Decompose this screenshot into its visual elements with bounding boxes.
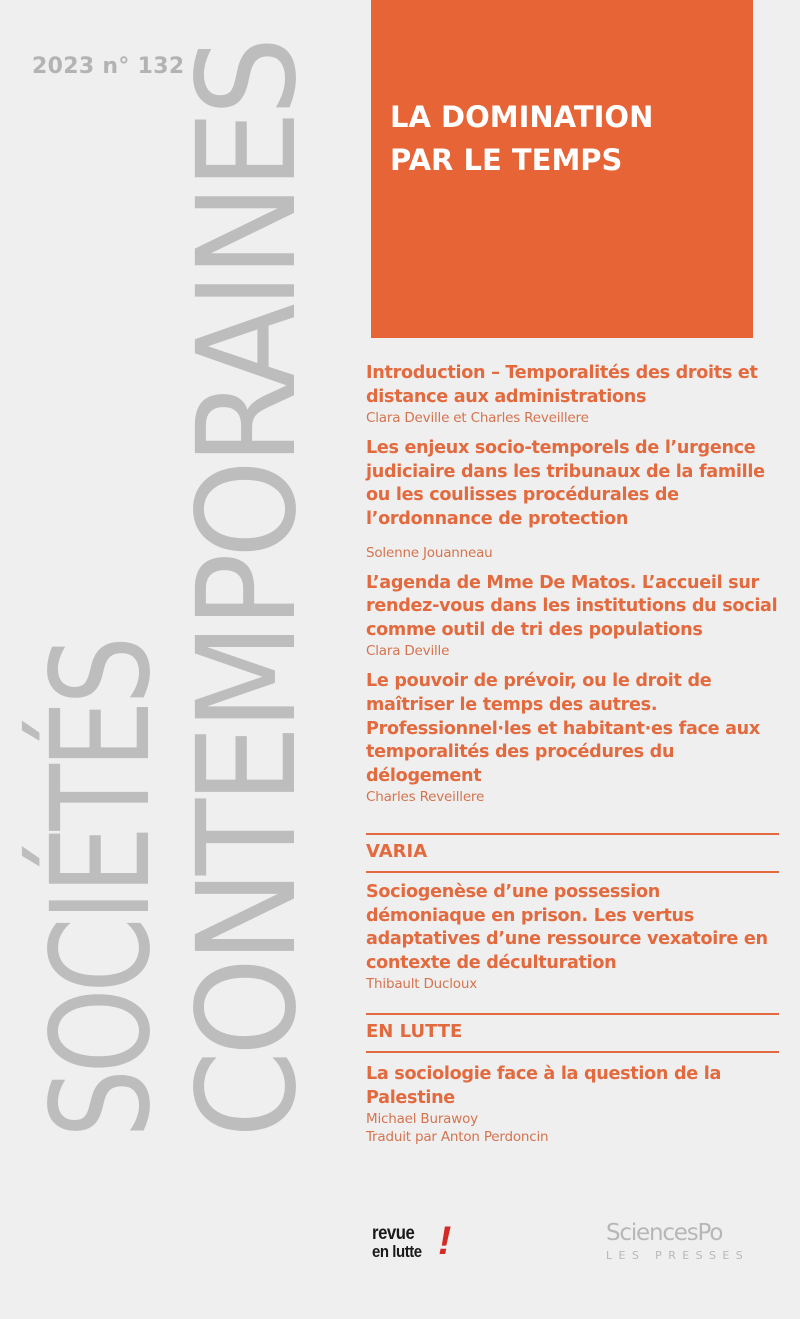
article-entry <box>366 437 780 561</box>
article-title: L’agenda de Mme De Matos. L’accueil sur rendez-vous dans les institutions du social comme outil de tri des populations <box>366 572 778 640</box>
article-title: La sociologie face à la question de la Palestine <box>366 1064 722 1108</box>
article-author: Michael Burawoy <box>366 1111 478 1128</box>
article-author: Clara Deville <box>366 643 450 660</box>
article-translator: Traduit par Anton Perdoncin <box>366 1129 549 1146</box>
section-heading-varia: VARIA <box>366 833 779 873</box>
journal-title-societes: SOCIÉTÉS <box>23 640 181 1138</box>
varia-contents <box>366 881 780 993</box>
theme-title-line-2: PAR LE TEMPS <box>390 143 623 177</box>
en-lutte-contents <box>366 1063 780 1146</box>
dossier-contents <box>366 362 780 816</box>
article-title: Le pouvoir de prévoir, ou le droit de maîtriser le temps des autres. Professionnel·les et habitant·es face aux temporalités des procédures du délogement <box>366 671 760 786</box>
article-author: Thibault Ducloux <box>366 976 478 993</box>
article-author: Clara Deville et Charles Reveillere <box>366 410 589 427</box>
revue-en-lutte-logo <box>372 1219 456 1263</box>
journal-title-contemporaines: CONTEMPORAINES <box>169 42 327 1138</box>
issue-number: 2023 n° 132 <box>32 54 185 79</box>
article-title: Les enjeux socio-temporels de l’urgence judiciaire dans les tribunaux de la famille ou les coulisses procédurales de l’ordonnance de protection <box>366 438 765 529</box>
article-entry <box>366 362 780 427</box>
revue-logo-line-1: revue <box>372 1223 415 1244</box>
theme-banner <box>371 0 753 338</box>
article-entry <box>366 572 780 661</box>
article-author: Solenne Jouanneau <box>366 544 493 561</box>
theme-title <box>390 96 653 182</box>
section-heading-en-lutte: EN LUTTE <box>366 1013 779 1053</box>
sciencespo-presses-logo <box>606 1220 756 1264</box>
theme-title-line-1: LA DOMINATION <box>390 100 654 134</box>
article-entry <box>366 670 780 806</box>
publisher-name: SciencesPo <box>606 1220 723 1246</box>
publisher-subtitle: LES PRESSES <box>606 1249 750 1262</box>
revue-logo-line-2: en lutte <box>372 1242 422 1261</box>
article-author: Charles Reveillere <box>366 789 485 806</box>
article-title: Introduction – Temporalités des droits et distance aux administrations <box>366 363 758 407</box>
article-title: Sociogenèse d’une possession démoniaque en prison. Les vertus adaptatives d’une ressource vexatoire en contexte de déculturation <box>366 882 768 973</box>
exclamation-icon: ! <box>438 1219 452 1263</box>
